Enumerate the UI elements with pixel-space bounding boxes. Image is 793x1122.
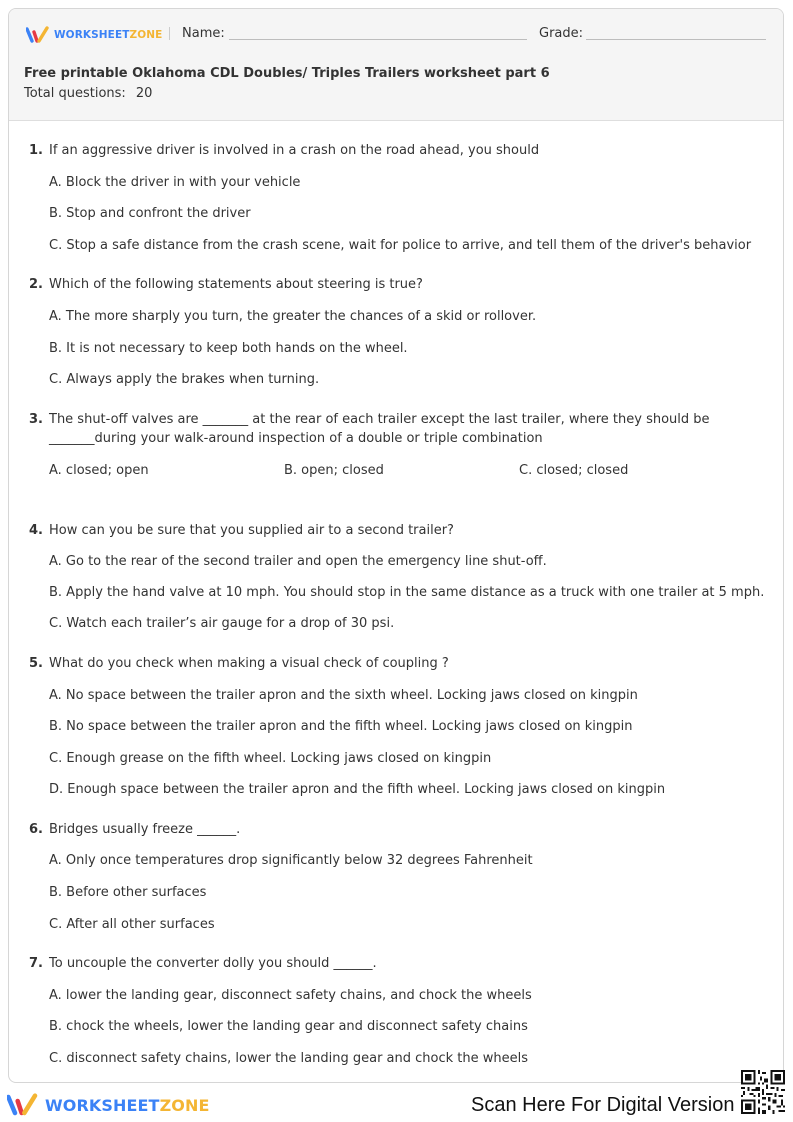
option-c: C. Always apply the brakes when turning. <box>49 372 320 387</box>
question-number: 2. <box>29 277 43 292</box>
worksheet-header <box>9 9 783 121</box>
scan-instruction: Scan Here For Digital Version <box>471 1094 735 1116</box>
option-a: A. Block the driver in with your vehicle <box>49 175 301 190</box>
question-number: 3. <box>29 412 43 427</box>
question-number: 4. <box>29 523 43 538</box>
question-text: Which of the following statements about steering is true? <box>49 277 423 292</box>
option-b: B. Apply the hand valve at 10 mph. You should stop in the same distance as a truck with one trailer at 5 mph. <box>49 585 765 600</box>
option-d: D. Enough space between the trailer apron and the fifth wheel. Locking jaws closed on kingpin <box>49 782 666 797</box>
question-stem <box>29 954 729 973</box>
option-c: C. After all other surfaces <box>49 917 215 932</box>
brand-name-main: WORKSHEET <box>54 29 130 41</box>
grade-field[interactable] <box>586 39 766 40</box>
worksheet-zone-logo-icon <box>26 26 50 44</box>
question-text: If an aggressive driver is involved in a crash on the road ahead, you should <box>49 143 540 158</box>
option-a: A. No space between the trailer apron and the sixth wheel. Locking jaws closed on kingpin <box>49 688 638 703</box>
option-a: A. lower the landing gear, disconnect safety chains, and chock the wheels <box>49 988 532 1003</box>
grade-label: Grade: <box>539 26 584 41</box>
option-b: B. Stop and confront the driver <box>49 206 251 221</box>
question-stem <box>29 275 729 294</box>
worksheet-title: Free printable Oklahoma CDL Doubles/ Triples Trailers worksheet part 6 <box>24 66 550 81</box>
option-b: B. No space between the trailer apron and the fifth wheel. Locking jaws closed on kingpin <box>49 719 633 734</box>
qr-code-icon[interactable] <box>741 1070 785 1114</box>
question-stem <box>29 410 729 448</box>
question-text: The shut-off valves are _______ at the rear of each trailer except the last trailer, where they should be _______during your walk-around inspection of a double or triple combination <box>49 412 710 446</box>
header-divider <box>169 27 170 40</box>
option-b: B. chock the wheels, lower the landing gear and disconnect safety chains <box>49 1019 528 1034</box>
option-c: C. closed; closed <box>519 463 629 478</box>
option-a: A. closed; open <box>49 463 149 478</box>
question-text: What do you check when making a visual check of coupling ? <box>49 656 449 671</box>
question-number: 1. <box>29 143 43 158</box>
brand-name-main: WORKSHEET <box>45 1095 160 1115</box>
brand-name-accent: ZONE <box>159 1095 210 1115</box>
total-questions-label: Total questions: <box>24 86 126 101</box>
footer-brand-name <box>45 1096 210 1115</box>
brand-name <box>54 29 162 41</box>
option-a: A. The more sharply you turn, the greater the chances of a skid or rollover. <box>49 309 537 324</box>
footer-brand-logo <box>7 1093 210 1117</box>
question-stem <box>29 521 729 540</box>
question-text: To uncouple the converter dolly you should ______. <box>49 956 377 971</box>
question-stem <box>29 654 729 673</box>
question-stem <box>29 820 729 839</box>
question-stem <box>29 141 729 160</box>
option-c: C. Stop a safe distance from the crash scene, wait for police to arrive, and tell them of the driver's behavior <box>49 238 752 253</box>
worksheet-zone-logo-icon <box>7 1093 39 1117</box>
total-questions-value: 20 <box>135 86 153 101</box>
name-label: Name: <box>182 26 225 41</box>
question-number: 6. <box>29 822 43 837</box>
question-number: 7. <box>29 956 43 971</box>
question-text: Bridges usually freeze ______. <box>49 822 241 837</box>
option-c: C. Enough grease on the fifth wheel. Locking jaws closed on kingpin <box>49 751 492 766</box>
question-number: 5. <box>29 656 43 671</box>
question-text: How can you be sure that you supplied air to a second trailer? <box>49 523 454 538</box>
option-a: A. Go to the rear of the second trailer and open the emergency line shut-off. <box>49 554 547 569</box>
brand-logo <box>26 26 162 44</box>
option-b: B. Before other surfaces <box>49 885 207 900</box>
name-field[interactable] <box>229 39 527 40</box>
option-c: C. Watch each trailer’s air gauge for a drop of 30 psi. <box>49 616 395 631</box>
worksheet-page <box>8 8 784 1083</box>
option-b: B. It is not necessary to keep both hands on the wheel. <box>49 341 408 356</box>
total-questions <box>24 86 152 101</box>
option-b: B. open; closed <box>284 463 384 478</box>
brand-name-accent: ZONE <box>129 29 163 41</box>
option-c: C. disconnect safety chains, lower the landing gear and chock the wheels <box>49 1051 529 1066</box>
option-a: A. Only once temperatures drop significantly below 32 degrees Fahrenheit <box>49 853 533 868</box>
